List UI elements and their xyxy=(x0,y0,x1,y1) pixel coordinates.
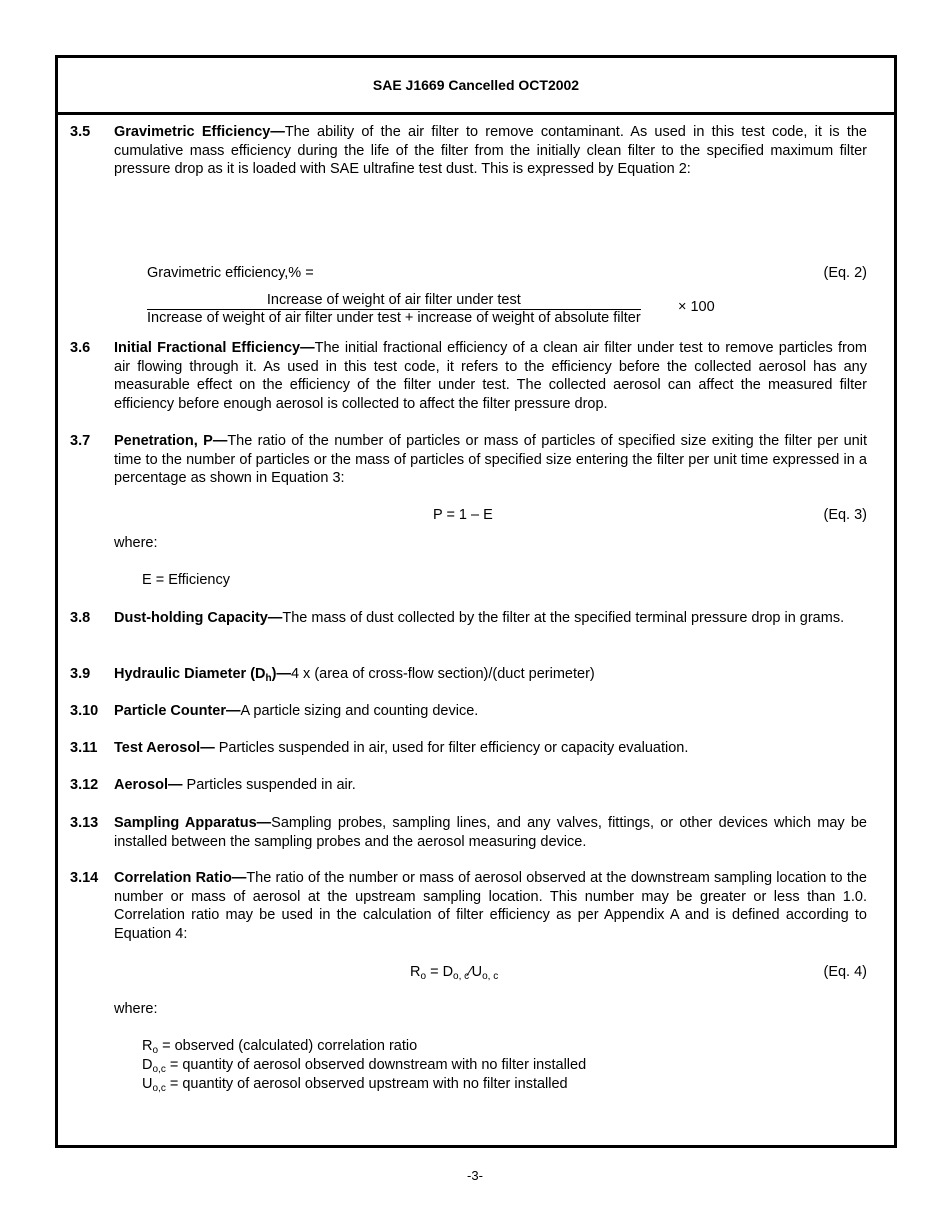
document-title: SAE J1669 Cancelled OCT2002 xyxy=(372,77,580,93)
section-term: Sampling Apparatus— xyxy=(114,815,272,831)
section-text: Particles suspended in air, used for filter efficiency or capacity evaluation. xyxy=(214,740,689,756)
section-text: The ability of the air filter to remove contaminant. As used in this test code, it is the cumulative mass efficiency during the life of the filter from the initially clean filter to the specified maximum filter pressure drop as it is loaded with SAE ultrafine test dust. This is expressed by Equation 2: xyxy=(114,124,867,177)
equation-2-multiplier: × 100 xyxy=(678,299,715,315)
section-number: 3.14 xyxy=(70,870,99,886)
section-term: Hydraulic Diameter $(D_h)—$ xyxy=(114,666,291,684)
section-text: The mass of dust collected by the filter at the specified terminal pressure drop in grams. xyxy=(282,610,845,626)
where-label: where: xyxy=(114,1001,158,1017)
section-3-8 xyxy=(70,609,867,628)
section-text: A particle sizing and counting device. xyxy=(240,703,479,719)
section-3-14 xyxy=(70,869,867,943)
equation-4-label: (Eq. 4) xyxy=(823,964,867,980)
equation-2-lhs: Gravimetric efficiency,% = xyxy=(147,265,314,281)
section-3-9 xyxy=(70,665,867,684)
section-number: 3.8 xyxy=(70,610,91,626)
section-text: 4 x (area of cross-flow section)/(duct perimeter) xyxy=(290,666,595,682)
section-number: 3.7 xyxy=(70,433,91,449)
definition-e: E = Efficiency xyxy=(142,572,230,588)
document-header xyxy=(58,58,894,115)
section-term: Dust-holding Capacity— xyxy=(114,610,283,626)
section-number: 3.11 xyxy=(70,740,98,756)
definition-r: $R_o$ = observed (calculated) correlation ratio xyxy=(142,1038,418,1056)
section-3-10 xyxy=(70,702,867,721)
page-frame xyxy=(55,55,897,1148)
section-number: 3.10 xyxy=(70,703,99,719)
page-number: -3- xyxy=(467,1168,483,1183)
section-number: 3.12 xyxy=(70,777,99,793)
section-term: Test Aerosol— xyxy=(114,740,215,756)
section-number: 3.6 xyxy=(70,340,91,356)
section-number: 3.13 xyxy=(70,815,99,831)
section-3-11 xyxy=(70,739,867,758)
equation-2-label: (Eq. 2) xyxy=(823,265,867,281)
section-number: 3.5 xyxy=(70,124,91,140)
section-3-5 xyxy=(70,123,867,179)
equation-3: P = 1 – E xyxy=(433,507,493,523)
section-term: Aerosol— xyxy=(114,777,183,793)
section-text: The ratio of the number of particles or mass of particles of specified size exiting the filter per unit time to the number of particles or the mass of particles of specified size entering the filter per unit time expressed in a percentage as shown in Equation 3: xyxy=(114,433,867,486)
section-term: Initial Fractional Efficiency— xyxy=(114,340,315,356)
section-3-6 xyxy=(70,339,867,413)
equation-2-fraction xyxy=(147,292,641,327)
section-term: Gravimetric Efficiency— xyxy=(114,124,285,140)
equation-2-numerator: Increase of weight of air filter under test xyxy=(147,292,641,310)
section-term: Particle Counter— xyxy=(114,703,241,719)
section-3-7 xyxy=(70,432,867,488)
section-3-12 xyxy=(70,776,867,795)
definition-u: $U_{o,c}$ = quantity of aerosol observed upstream with no filter installed xyxy=(142,1076,568,1094)
equation-3-label: (Eq. 3) xyxy=(823,507,867,523)
section-number: 3.9 xyxy=(70,666,91,682)
equation-2-denominator: Increase of weight of air filter under test + increase of weight of absolute filter xyxy=(147,310,641,326)
section-text: Particles suspended in air. xyxy=(182,777,356,793)
section-text: Sampling probes, sampling lines, and any valves, fittings, or other devices which may be installed between the sampling probes and the aerosol measuring device. xyxy=(114,815,867,850)
definition-d: $D_{o,c}$ = quantity of aerosol observed downstream with no filter installed xyxy=(142,1057,587,1075)
section-3-13 xyxy=(70,814,867,851)
section-text: The ratio of the number or mass of aerosol observed at the downstream sampling location to the number or mass of aerosol at the upstream sampling location. This number may be greater or less than 1.0. Correlation ratio may be used in the calculation of filter efficiency as per Appendix A and is defined according to Equation 4: xyxy=(114,870,867,942)
where-label: where: xyxy=(114,535,158,551)
section-text: The initial fractional efficiency of a clean air filter under test to remove particles from air flowing through it. As used in this test code, it refers to the efficiency before the collected aerosol has any measurable effect on the efficiency of the filter under test. The collected aerosol can affect the measured filter efficiency before enough aerosol is collected to affect the filter pressure drop. xyxy=(114,340,867,412)
equation-4: $R_o$ = $D_{o, c}⁄U_{o, c}$ xyxy=(410,964,499,982)
section-term: Correlation Ratio— xyxy=(114,870,247,886)
section-term: Penetration, P— xyxy=(114,433,228,449)
